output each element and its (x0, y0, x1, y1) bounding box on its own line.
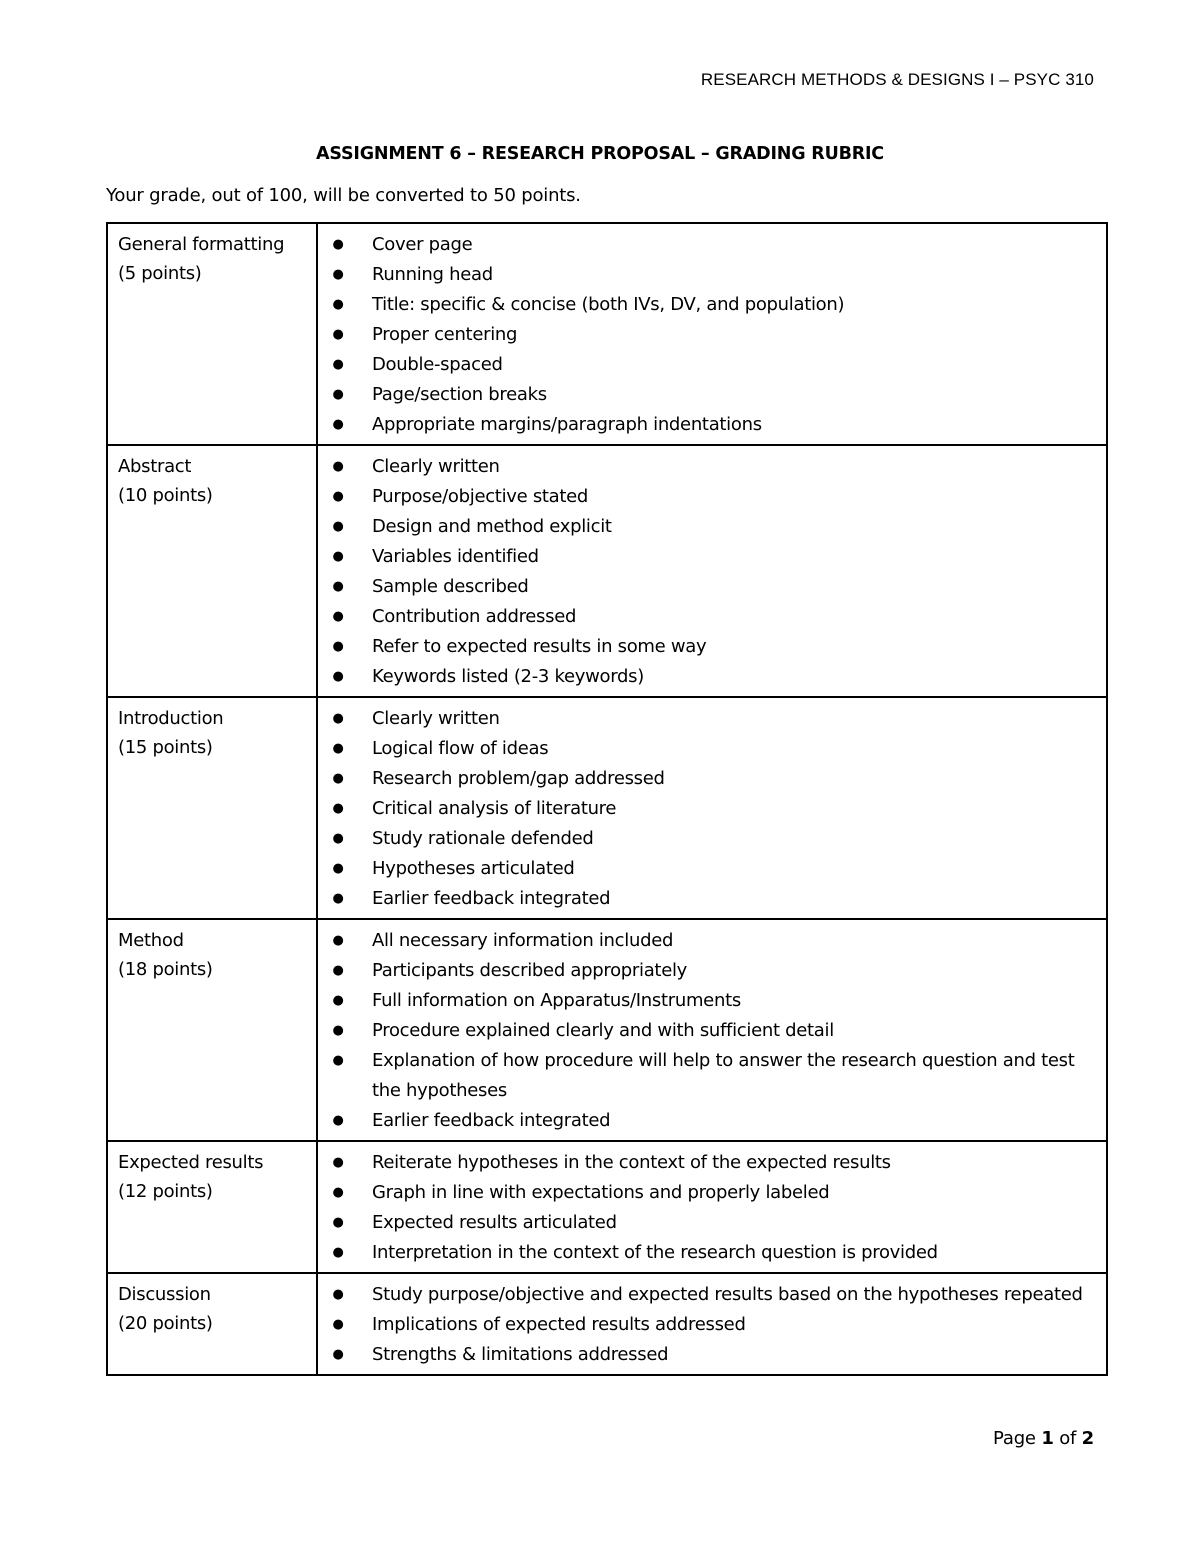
bullet-icon: ● (332, 801, 344, 816)
category-points: (15 points) (118, 737, 213, 758)
criteria-item (328, 794, 1096, 824)
bullet-icon: ● (332, 387, 344, 402)
criteria-item (328, 602, 1096, 632)
criteria-text: Contribution addressed (372, 606, 577, 627)
criteria-text: Clearly written (372, 708, 500, 729)
bullet-icon: ● (332, 831, 344, 846)
criteria-text: Clearly written (372, 456, 500, 477)
rubric-row (107, 1141, 1107, 1273)
criteria-item (328, 482, 1096, 512)
criteria-item (328, 380, 1096, 410)
criteria-item (328, 1046, 1096, 1106)
bullet-icon: ● (332, 1113, 344, 1128)
bullet-icon: ● (332, 237, 344, 252)
bullet-icon: ● (332, 1245, 344, 1260)
criteria-text: Keywords listed (2-3 keywords) (372, 666, 644, 687)
rubric-criteria-cell (317, 445, 1107, 697)
criteria-item (328, 662, 1096, 692)
criteria-text: Variables identified (372, 546, 539, 567)
criteria-item (328, 260, 1096, 290)
page-of: of (1059, 1428, 1077, 1449)
criteria-item (328, 704, 1096, 734)
bullet-icon: ● (332, 1185, 344, 1200)
criteria-item (328, 1280, 1096, 1310)
bullet-icon: ● (332, 1317, 344, 1332)
bullet-icon: ● (332, 357, 344, 372)
criteria-text: Sample described (372, 576, 529, 597)
page-number (993, 1428, 1094, 1449)
bullet-icon: ● (332, 297, 344, 312)
criteria-item (328, 320, 1096, 350)
criteria-list (328, 704, 1096, 914)
bullet-icon: ● (332, 1215, 344, 1230)
page-total: 2 (1081, 1428, 1094, 1449)
criteria-text: Proper centering (372, 324, 518, 345)
bullet-icon: ● (332, 417, 344, 432)
category-points: (18 points) (118, 959, 213, 980)
criteria-list (328, 452, 1096, 692)
criteria-item (328, 884, 1096, 914)
category-name: General formatting (118, 234, 285, 255)
criteria-item (328, 1310, 1096, 1340)
criteria-text: Double-spaced (372, 354, 503, 375)
criteria-text: Logical flow of ideas (372, 738, 549, 759)
criteria-text: Research problem/gap addressed (372, 768, 665, 789)
criteria-text: Appropriate margins/paragraph indentations (372, 414, 762, 435)
criteria-item (328, 986, 1096, 1016)
bullet-icon: ● (332, 711, 344, 726)
bullet-icon: ● (332, 861, 344, 876)
criteria-text: Purpose/objective stated (372, 486, 589, 507)
category-name: Introduction (118, 708, 224, 729)
criteria-item (328, 452, 1096, 482)
rubric-body (107, 223, 1107, 1375)
bullet-icon: ● (332, 267, 344, 282)
criteria-item (328, 1238, 1096, 1268)
rubric-category-cell (107, 919, 317, 1141)
document-title: ASSIGNMENT 6 – RESEARCH PROPOSAL – GRADING RUBRIC (316, 144, 884, 164)
bullet-icon: ● (332, 579, 344, 594)
criteria-text: Hypotheses articulated (372, 858, 575, 879)
category-name: Method (118, 930, 184, 951)
criteria-text: Study rationale defended (372, 828, 594, 849)
criteria-list (328, 1148, 1096, 1268)
category-points: (5 points) (118, 263, 202, 284)
running-header: RESEARCH METHODS & DESIGNS I – PSYC 310 (700, 70, 1094, 89)
bullet-icon: ● (332, 609, 344, 624)
criteria-text: Design and method explicit (372, 516, 612, 537)
criteria-text: Earlier feedback integrated (372, 888, 611, 909)
rubric-category-cell (107, 223, 317, 445)
bullet-icon: ● (332, 519, 344, 534)
rubric-category-cell (107, 445, 317, 697)
bullet-icon: ● (332, 639, 344, 654)
criteria-item (328, 1106, 1096, 1136)
criteria-text: Refer to expected results in some way (372, 636, 707, 657)
bullet-icon: ● (332, 1155, 344, 1170)
criteria-item (328, 410, 1096, 440)
criteria-text: All necessary information included (372, 930, 674, 951)
rubric-row (107, 445, 1107, 697)
criteria-text: Expected results articulated (372, 1212, 617, 1233)
bullet-icon: ● (332, 1053, 344, 1068)
criteria-text: Study purpose/objective and expected results based on the hypotheses repeated (372, 1284, 1083, 1305)
bullet-icon: ● (332, 549, 344, 564)
bullet-icon: ● (332, 963, 344, 978)
criteria-item (328, 956, 1096, 986)
criteria-item (328, 854, 1096, 884)
bullet-icon: ● (332, 489, 344, 504)
criteria-list (328, 1280, 1096, 1370)
rubric-row (107, 919, 1107, 1141)
rubric-category-cell (107, 697, 317, 919)
criteria-text: Title: specific & concise (both IVs, DV, and population) (372, 294, 845, 315)
bullet-icon: ● (332, 669, 344, 684)
rubric-category-cell (107, 1141, 317, 1273)
bullet-icon: ● (332, 1023, 344, 1038)
rubric-category-cell (107, 1273, 317, 1375)
criteria-text: Interpretation in the context of the research question is provided (372, 1242, 938, 1263)
bullet-icon: ● (332, 933, 344, 948)
criteria-item (328, 542, 1096, 572)
bullet-icon: ● (332, 327, 344, 342)
criteria-text: Page/section breaks (372, 384, 547, 405)
criteria-text: Reiterate hypotheses in the context of the expected results (372, 1152, 891, 1173)
page-label: Page (993, 1428, 1036, 1449)
criteria-text: Earlier feedback integrated (372, 1110, 611, 1131)
page-current: 1 (1041, 1428, 1054, 1449)
criteria-item (328, 824, 1096, 854)
bullet-icon: ● (332, 891, 344, 906)
criteria-item (328, 230, 1096, 260)
criteria-text: Participants described appropriately (372, 960, 688, 981)
bullet-icon: ● (332, 741, 344, 756)
criteria-item (328, 290, 1096, 320)
criteria-text: Running head (372, 264, 493, 285)
criteria-item (328, 926, 1096, 956)
category-name: Discussion (118, 1284, 211, 1305)
criteria-item (328, 1148, 1096, 1178)
criteria-item (328, 1016, 1096, 1046)
rubric-criteria-cell (317, 1141, 1107, 1273)
criteria-item (328, 632, 1096, 662)
criteria-item (328, 1178, 1096, 1208)
category-points: (10 points) (118, 485, 213, 506)
category-name: Abstract (118, 456, 192, 477)
criteria-item (328, 734, 1096, 764)
rubric-criteria-cell (317, 223, 1107, 445)
criteria-item (328, 1208, 1096, 1238)
criteria-text: Cover page (372, 234, 473, 255)
bullet-icon: ● (332, 1347, 344, 1362)
criteria-text: Critical analysis of literature (372, 798, 617, 819)
category-name: Expected results (118, 1152, 264, 1173)
criteria-list (328, 230, 1096, 440)
criteria-text: Implications of expected results addressed (372, 1314, 746, 1335)
bullet-icon: ● (332, 771, 344, 786)
criteria-item (328, 1340, 1096, 1370)
criteria-text: Full information on Apparatus/Instruments (372, 990, 741, 1011)
bullet-icon: ● (332, 993, 344, 1008)
criteria-item (328, 764, 1096, 794)
category-points: (20 points) (118, 1313, 213, 1334)
criteria-item (328, 512, 1096, 542)
category-points: (12 points) (118, 1181, 213, 1202)
criteria-text: Procedure explained clearly and with sufficient detail (372, 1020, 834, 1041)
criteria-text: Strengths & limitations addressed (372, 1344, 669, 1365)
rubric-row (107, 697, 1107, 919)
bullet-icon: ● (332, 1287, 344, 1302)
grade-note: Your grade, out of 100, will be converted to 50 points. (106, 185, 581, 206)
rubric-criteria-cell (317, 1273, 1107, 1375)
rubric-table (106, 222, 1108, 1376)
bullet-icon: ● (332, 459, 344, 474)
criteria-item (328, 572, 1096, 602)
criteria-list (328, 926, 1096, 1136)
criteria-text: Graph in line with expectations and properly labeled (372, 1182, 830, 1203)
criteria-text: Explanation of how procedure will help to answer the research question and test the hypotheses (372, 1050, 1075, 1101)
rubric-criteria-cell (317, 919, 1107, 1141)
rubric-criteria-cell (317, 697, 1107, 919)
criteria-item (328, 350, 1096, 380)
rubric-row (107, 1273, 1107, 1375)
rubric-row (107, 223, 1107, 445)
